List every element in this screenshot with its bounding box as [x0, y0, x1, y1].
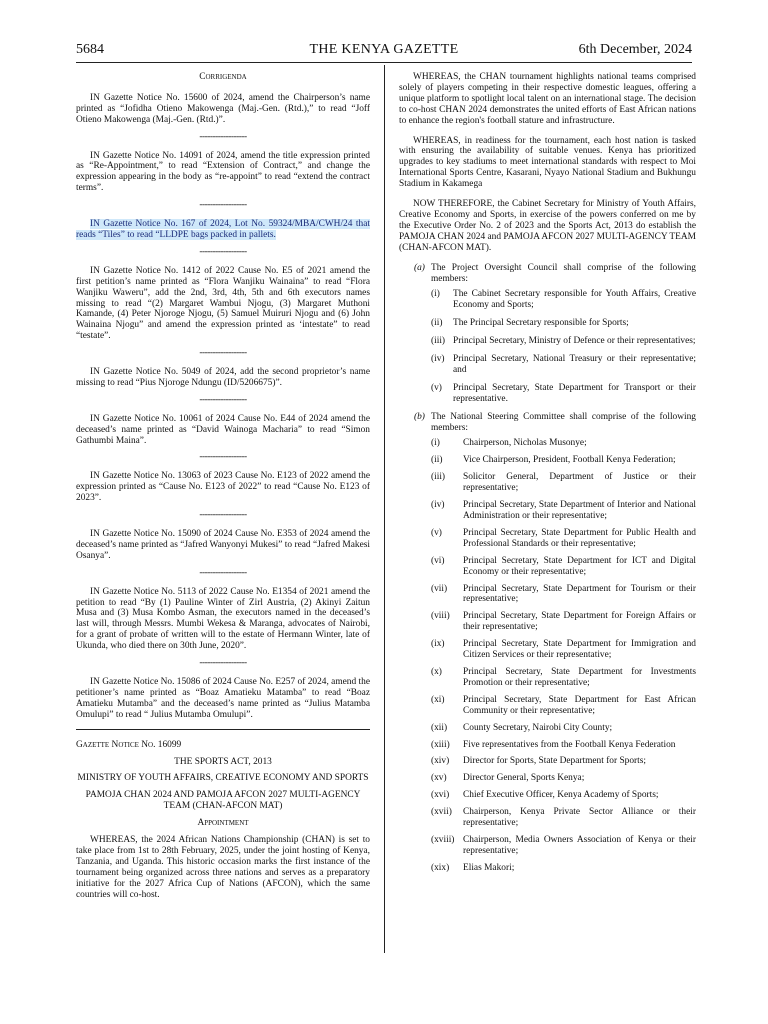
- separator: ------------------: [199, 246, 247, 257]
- item-number: (ii): [431, 318, 443, 329]
- member-item: [399, 639, 696, 661]
- ministry-title: MINISTRY OF YOUTH AFFAIRS, CREATIVE ECONOMY AND SPORTS: [77, 773, 369, 784]
- item-number: (xv): [431, 773, 447, 784]
- item-text: Chairperson, Nicholas Musonye;: [463, 438, 587, 449]
- separator: ------------------: [199, 394, 247, 405]
- right-column: [399, 72, 696, 880]
- member-item: [399, 863, 696, 874]
- member-item: [399, 807, 696, 829]
- item-number: (vi): [431, 555, 445, 566]
- item-number: (xix): [431, 862, 450, 873]
- member-item: [399, 756, 696, 767]
- section-b: [399, 412, 696, 434]
- member-item: [399, 773, 696, 784]
- corrigendum-item: IN Gazette Notice No. 14091 of 2024, amend the title expression printed as “Re-Appointment,” to read “Extension of Contract,” and change the expression appearing in the body as “re-appoint” to read “extend the contract terms”.: [76, 150, 370, 194]
- item-number: (xii): [431, 722, 448, 733]
- corrigendum-item: IN Gazette Notice No. 5049 of 2024, add the second proprietor’s name missing to read “Pius Njoroge Ndungu (ID/5206675)”.: [76, 367, 370, 388]
- item-text: Vice Chairperson, President, Football Kenya Federation;: [463, 455, 676, 466]
- steering-committee-list: [399, 438, 696, 873]
- separator: ------------------: [199, 131, 247, 142]
- item-text: Director General, Sports Kenya;: [463, 773, 585, 784]
- item-text: Five representatives from the Football Kenya Federation: [463, 739, 676, 750]
- member-item: [399, 472, 696, 494]
- corrigendum-item: IN Gazette Notice No. 5113 of 2022 Cause No. E1354 of 2021 amend the petition to read “By (1) Pauline Winter of Zirl Austria, (2) Akinyi Zaitun Musa and (3) Musa Kombo Asman, the executors named in the deceased’s last will, through Messrs. Mumbi Wekesa & Maranga, advocates of Nairobi, for a grant of probate of written will to the estate of Hermann Winter, late of Ukunda, who died there on 30th June, 2020”.: [76, 586, 370, 652]
- item-number: (xvii): [431, 807, 452, 818]
- item-text: Principal Secretary, National Treasury or their representative; and: [453, 354, 696, 375]
- corrigendum-item: IN Gazette Notice No. 15090 of 2024 Cause No. E353 of 2024 amend the deceased’s name printed as “Jafred Wanyonyi Mukesi” to read “Jafred Makesi Osanya”.: [76, 529, 370, 561]
- separator: ------------------: [199, 452, 247, 463]
- member-item: [399, 500, 696, 522]
- item-text: Principal Secretary, State Department for Transport or their representative.: [453, 382, 696, 404]
- item-number: (i): [431, 438, 440, 449]
- issue-date: 6th December, 2024: [578, 42, 692, 57]
- member-item: [399, 528, 696, 550]
- item-text: Director for Sports, State Department for Sports;: [463, 756, 647, 767]
- item-text: Solicitor General, Department of Justice or their representative;: [463, 472, 696, 494]
- corrigendum-item: IN Gazette Notice No. 15086 of 2024 Cause No. E257 of 2024, amend the petitioner’s name printed as “Boaz Amatieku Matamba” to read “Boaz Amatieku Mutamba” and the deceased’s name printed as “Julius Matamba Omulupi” to read “ Julius Mutamba Omulupi”.: [76, 676, 370, 720]
- corrigenda-heading: Corrigenda: [199, 72, 247, 82]
- page-number: 5684: [76, 42, 104, 57]
- separator: ------------------: [199, 200, 247, 211]
- member-item: [399, 455, 696, 466]
- member-item: [399, 723, 696, 734]
- item-number: (vii): [431, 583, 448, 594]
- member-item: [399, 584, 696, 606]
- member-item: [399, 383, 696, 405]
- section-a: [399, 263, 696, 285]
- separator: ------------------: [199, 510, 247, 521]
- section-text: The Project Oversight Council shall comprise of the following members:: [431, 262, 696, 284]
- member-item: [399, 556, 696, 578]
- member-item: [399, 354, 696, 376]
- item-text: Principal Secretary, State Department for Public Health and Professional Standards or their representative;: [463, 527, 696, 549]
- corrigendum-item: IN Gazette Notice No. 10061 of 2024 Cause No. E44 of 2024 amend the deceased’s name printed as “David Wainoga Macharia” to read “Simon Gathumbi Maina”.: [76, 413, 370, 446]
- item-text: The Principal Secretary responsible for Sports;: [453, 318, 629, 329]
- item-number: (i): [431, 289, 440, 300]
- section-label: (a): [414, 262, 425, 273]
- item-text: Principal Secretary, Ministry of Defence or their representatives;: [453, 336, 696, 347]
- section-label: (b): [414, 411, 425, 422]
- member-item: [399, 667, 696, 689]
- whereas-paragraph: WHEREAS, the CHAN tournament highlights national teams comprised solely of players competing in their respective domestic leagues, offering a unique platform to spotlight local talent on an international stage. The decision to co-host CHAN 2024 demonstrates the united efforts of East African nations to enhance the region's football stature and infrastructure.: [399, 72, 696, 126]
- item-number: (xvi): [431, 790, 450, 801]
- item-text: Principal Secretary, State Department of Interior and National Administration or their representative;: [463, 500, 696, 521]
- corrigendum-item-highlighted: [76, 219, 370, 241]
- page-header: [76, 42, 692, 60]
- whereas-paragraph: WHEREAS, the 2024 African Nations Championship (CHAN) is set to take place from 1st to 28th February, 2025, under the joint hosting of Kenya, Tanzania, and Uganda. This historic occasion marks the first instance of the tournament being organized across three nations and serves as a preparatory initiative for the 2027 Africa Cup of Nations (AFCON), which the same countries will co-host.: [76, 835, 370, 900]
- appointment-heading: Appointment: [197, 818, 249, 829]
- item-number: (ix): [431, 639, 445, 650]
- item-number: (ii): [431, 455, 443, 466]
- item-number: (iii): [431, 336, 446, 347]
- item-text: Principal Secretary, State Department for Investments Promotion or their representative;: [463, 666, 696, 688]
- item-number: (iii): [431, 472, 446, 483]
- member-item: [399, 835, 696, 857]
- notice-rule: [76, 729, 370, 730]
- corrigendum-item: IN Gazette Notice No. 15600 of 2024, amend the Chairperson’s name printed as “Jofidha Otieno Makowenga (Maj.-Gen. (Rtd.),” to read “Joff Otieno Makowenga (Maj.-Gen. (Rtd.)”.: [76, 92, 370, 125]
- notice-number: Gazette Notice No. 16099: [76, 739, 182, 750]
- member-item: [399, 695, 696, 717]
- team-title: PAMOJA CHAN 2024 AND PAMOJA AFCON 2027 MULTI-AGENCY TEAM (CHAN-AFCON MAT): [85, 790, 361, 812]
- separator: ------------------: [199, 348, 247, 359]
- item-text: Chairperson, Media Owners Association of Kenya or their representative;: [463, 834, 696, 856]
- member-item: [399, 336, 696, 347]
- item-number: (xiv): [431, 756, 450, 767]
- now-therefore-paragraph: NOW THEREFORE, the Cabinet Secretary for Ministry of Youth Affairs, Creative Economy and Sports, in exercise of the powers conferred on me by the Executive Order No. 2 of 2023 and the Sports Act, 2013 do establish the PAMOJA CHAN 2024 and PAMOJA AFCON 2027 MULTI-AGENCY TEAM (CHAN-AFCON MAT).: [399, 199, 696, 253]
- item-text: Chairperson, Kenya Private Sector Alliance or their representative;: [463, 807, 696, 829]
- corrigendum-item: IN Gazette Notice No. 13063 of 2023 Cause No. E123 of 2022 amend the expression printed as “Cause No. E123 of 2022” to read “Cause No. E123 of 2023”.: [76, 471, 370, 504]
- item-number: (v): [431, 527, 442, 538]
- item-text: County Secretary, Nairobi City County;: [463, 722, 613, 733]
- act-title: THE SPORTS ACT, 2013: [174, 756, 272, 767]
- item-text: Principal Secretary, State Department for ICT and Digital Economy or their representative;: [463, 555, 696, 577]
- header-rule: [76, 62, 692, 63]
- member-item: [399, 611, 696, 633]
- item-number: (x): [431, 666, 442, 677]
- item-text: Principal Secretary, State Department for East African Community or their representative;: [463, 694, 696, 716]
- item-number: (v): [431, 382, 442, 393]
- member-item: [399, 318, 696, 329]
- separator: ------------------: [199, 658, 247, 669]
- item-number: (iv): [431, 500, 445, 511]
- column-divider: [384, 65, 385, 953]
- separator: ------------------: [199, 567, 247, 578]
- item-text: Chief Executive Officer, Kenya Academy of Sports;: [463, 790, 659, 801]
- item-number: (xi): [431, 694, 445, 705]
- corrigendum-item: IN Gazette Notice No. 1412 of 2022 Cause No. E5 of 2021 amend the first petition’s name printed as “Flora Wanjiku Wainaina” to read “Flora Wanjiku Waweru”, add the 2nd, 3rd, 4th, 5th and 6th executors names missing to read “(2) Margaret Wambui Njogu, (3) Margaret Muthoni Kamande, (4) Peter Njoroge Njogu, (5) Samuel Muiruri Njogu and (6) John Wainaina Njogu” and amend the expression printed as ‘intestate” to read “testate”.: [76, 265, 370, 342]
- member-item: [399, 289, 696, 311]
- item-text: Elias Makori;: [463, 862, 515, 873]
- oversight-council-list: [399, 289, 696, 404]
- item-text: Principal Secretary, State Department for Foreign Affairs or their representative;: [463, 611, 696, 633]
- section-text: The National Steering Committee shall comprise of the following members:: [431, 411, 696, 433]
- gazette-title: THE KENYA GAZETTE: [309, 42, 459, 57]
- item-text: Principal Secretary, State Department for Immigration and Citizen Services or their representative;: [463, 639, 696, 661]
- item-number: (viii): [431, 611, 450, 622]
- member-item: [399, 438, 696, 449]
- item-number: (iv): [431, 354, 445, 365]
- item-number: (xviii): [431, 834, 455, 845]
- item-text: The Cabinet Secretary responsible for Youth Affairs, Creative Economy and Sports;: [453, 289, 696, 311]
- member-item: [399, 790, 696, 801]
- item-text: Principal Secretary, State Department for Tourism or their representative;: [463, 583, 696, 605]
- whereas-paragraph: WHEREAS, in readiness for the tournament, each host nation is tasked with ensuring the availability of suitable venues. Kenya has prioritized upgrades to key stadiums to meet international standards with respect to Moi International Sports Centre, Kasarani, Nyayo National Stadium and Bukhungu Stadium in Kakamega: [399, 135, 696, 190]
- text-highlight: IN Gazette Notice No. 167 of 2024, Lot No. 59324/MBA/CWH/24 that reads “Tiles” to read “LLDPE bags packed in pallets.: [76, 219, 370, 240]
- member-item: [399, 740, 696, 751]
- item-number: (xiii): [431, 739, 450, 750]
- left-column: [76, 72, 370, 900]
